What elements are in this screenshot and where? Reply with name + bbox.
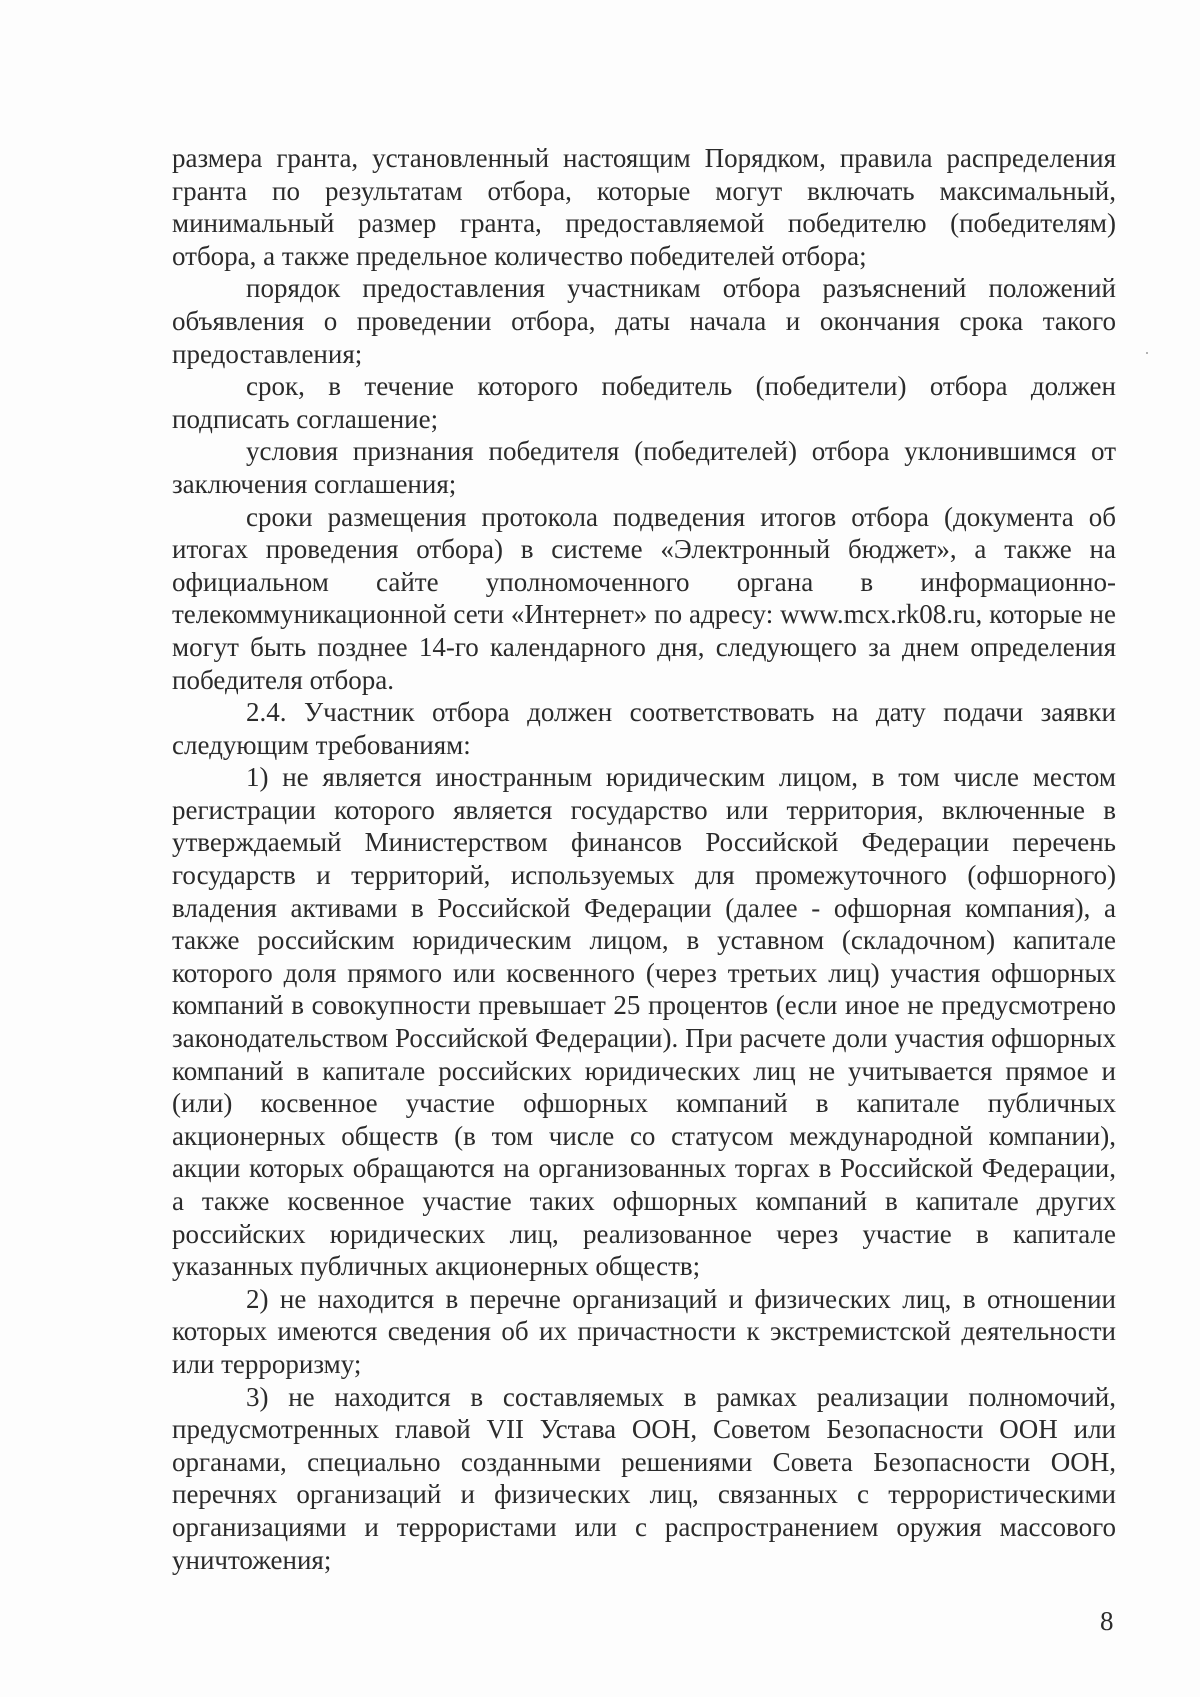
list-item-requirement-2: 2) не находится в перечне организаций и физических лиц, в отношении которых имеются сведения об их причастности к экстремистской деятельности или терроризму;	[172, 1283, 1116, 1379]
document-body	[172, 142, 1116, 1576]
list-item-requirement-3: 3) не находится в составляемых в рамках реализации полномочий, предусмотренных главой VII Устава ООН, Советом Безопасности ООН или органами, специально созданными решениями Совета Безопасности ООН, перечнях организаций и физических лиц, связанных с террористическими организациями и террористами или с распространением оружия массового уничтожения;	[172, 1381, 1116, 1575]
paragraph-grant-size-rules: размера гранта, установленный настоящим Порядком, правила распределения гранта по результатам отбора, которые могут включать максимальный, минимальный размер гранта, предоставляемой победителю (победителям) отбора, а также предельное количество победителей отбора;	[172, 143, 1116, 271]
list-item-requirement-1: 1) не является иностранным юридическим лицом, в том числе местом регистрации которого является государство или территория, включенные в утверждаемый Министерством финансов Российской Федерации перечень государств и территорий, используемых для промежуточного (офшорного) владения активами в Российской Федерации (далее - офшорная компания), а также российским юридическим лицом, в уставном (складочном) капитале которого доля прямого или косвенного (через третьих лиц) участия офшорных компаний в совокупности превышает 25 процентов (если иное не предусмотрено законодательством Российской Федерации). При расчете доли участия офшорных компаний в капитале российских юридических лиц не учитывается прямое и (или) косвенное участие офшорных компаний в капитале публичных акционерных обществ (в том числе со статусом международной компании), акции которых обращаются на организованных торгах в Российской Федерации, а также косвенное участие таких офшорных компаний в капитале других российских юридических лиц, реализованное через участие в капитале указанных публичных акционерных обществ;	[172, 762, 1116, 1282]
scan-speck	[1146, 352, 1148, 354]
paragraph-agreement-signing-term: срок, в течение которого победитель (победители) отбора должен подписать соглашение;	[172, 371, 1116, 434]
page-number: 8	[1100, 1606, 1114, 1636]
paragraph-section-2-4: 2.4. Участник отбора должен соответствовать на дату подачи заявки следующим требованиям:	[172, 697, 1116, 760]
paragraph-evasion-conditions: условия признания победителя (победителей) отбора уклонившимся от заключения соглашения;	[172, 436, 1116, 499]
paragraph-clarification-procedure: порядок предоставления участникам отбора разъяснений положений объявления о проведении отбора, даты начала и окончания срока такого предоставления;	[172, 273, 1116, 369]
paragraph-protocol-publication-terms: сроки размещения протокола подведения итогов отбора (документа об итогах проведения отбора) в системе «Электронный бюджет», а также на официальном сайте уполномоченного органа в информационно-телекоммуникационной сети «Интернет» по адресу: www.mcx.rk08.ru, которые не могут быть позднее 14-го календарного дня, следующего за днем определения победителя отбора.	[172, 501, 1116, 695]
